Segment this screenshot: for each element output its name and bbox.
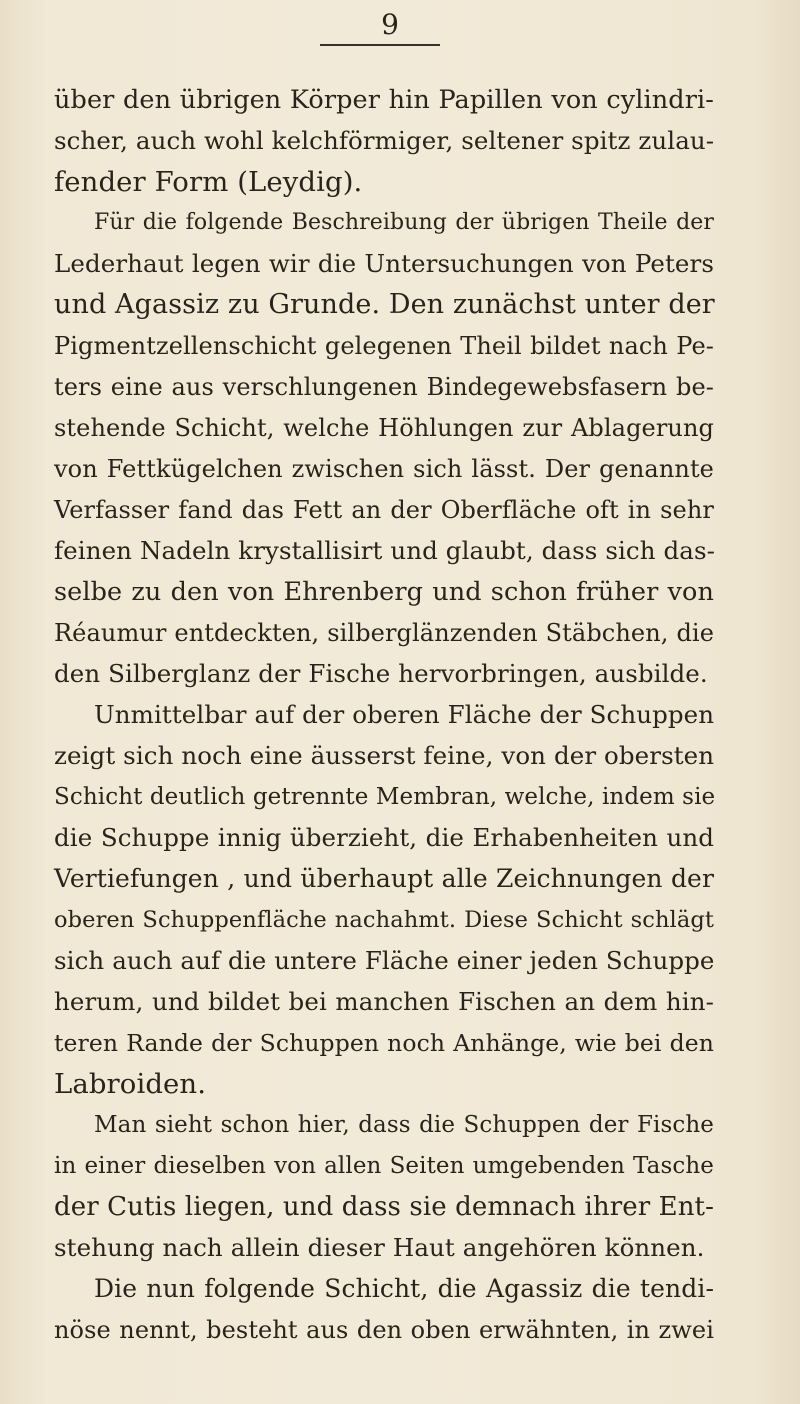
text-line: Unmittelbar auf der oberen Fläche der Schuppen [94,700,715,729]
text-line: Die nun folgende Schicht, die Agassiz die tendi- [94,1274,714,1303]
text-line: von Fettkügelchen zwischen sich lässt. Der genannte [54,455,714,483]
text-line: Pigmentzellenschicht gelegenen Theil bildet nach Pe- [54,332,714,360]
text-line: und Agassiz zu Grunde. Den zunächst unter der [54,289,715,320]
text-line: oberen Schuppenfläche nachahmt. Diese Schicht schlägt [54,907,714,933]
text-line: Man sieht schon hier, dass die Schuppen der Fische [94,1112,714,1138]
text-line: Réaumur entdeckten, silberglänzenden Stäbchen, die [54,619,714,647]
text-line: in einer dieselben von allen Seiten umgebenden Tasche [54,1153,714,1179]
text-line: sich auch auf die untere Fläche einer jeden Schuppe [54,946,715,975]
text-line: fender Form (Leydig). [54,166,363,198]
text-line: herum, und bildet bei manchen Fischen an dem hin- [54,987,714,1016]
text-line: stehende Schicht, welche Höhlungen zur Ablagerung [54,414,714,442]
text-line: stehung nach allein dieser Haut angehören können. [54,1233,705,1262]
text-line: teren Rande der Schuppen noch Anhänge, wie bei den [54,1029,714,1057]
text-line: scher, auch wohl kelchförmiger, seltener spitz zulau- [54,126,715,155]
page-number: 9 [381,8,399,41]
text-line: den Silberglanz der Fische hervorbringen, ausbilde. [54,659,708,688]
text-line: Schicht deutlich getrennte Membran, welche, indem sie [54,784,716,810]
text-line: ters eine aus verschlungenen Bindegewebsfasern be- [54,373,714,401]
text-line: feinen Nadeln krystallisirt und glaubt, dass sich das- [54,536,716,565]
text-line: zeigt sich noch eine äusserst feine, von der obersten [54,741,715,770]
text-line: Labroiden. [54,1068,207,1100]
text-line: nöse nennt, besteht aus den oben erwähnten, in zwei [54,1316,714,1344]
text-line: die Schuppe innig überzieht, die Erhabenheiten und [54,823,714,852]
text-line: Für die folgende Beschreibung der übrigen Theile der [94,210,714,235]
text-line: Vertiefungen , und überhaupt alle Zeichnungen der [54,864,714,893]
text-line: der Cutis liegen, und dass sie demnach ihrer Ent- [54,1192,714,1222]
header-rule [320,44,440,46]
text-line: Verfasser fand das Fett an der Oberfläche oft in sehr [54,496,714,524]
text-line: über den übrigen Körper hin Papillen von cylindri- [54,85,714,115]
text-line: Lederhaut legen wir die Untersuchungen von Peters [54,249,714,278]
text-line: selbe zu den von Ehrenberg und schon früher von [54,577,714,607]
